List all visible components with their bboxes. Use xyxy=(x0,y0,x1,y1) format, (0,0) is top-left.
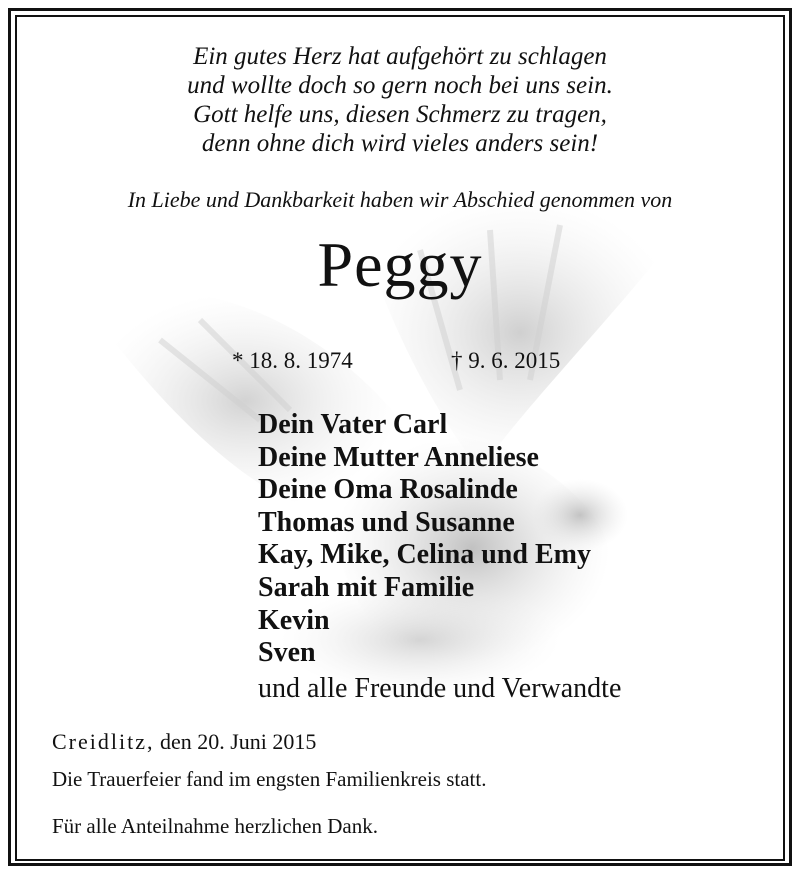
funeral-note: Die Trauerfeier fand im engsten Familienkreis statt. xyxy=(52,767,487,791)
poem-line: denn ohne dich wird vieles anders sein! xyxy=(201,130,599,157)
place-town: Creidlitz, xyxy=(52,729,155,754)
mourner-line: Dein Vater Carl xyxy=(258,409,448,440)
mourner-line: Sven xyxy=(258,637,316,669)
mourner-line: Deine Mutter Anneliese xyxy=(258,441,539,473)
thanks-note: Für alle Anteilnahme herzlichen Dank. xyxy=(52,814,378,838)
mourners-list xyxy=(258,409,591,670)
birth-date: * 18. 8. 1974 xyxy=(232,348,353,373)
place-date xyxy=(52,729,316,755)
intro-text: In Liebe und Dankbarkeit haben wir Abschied genommen von xyxy=(127,187,673,212)
death-date: † 9. 6. 2015 xyxy=(451,348,561,373)
poem-line: Gott helfe uns, diesen Schmerz zu tragen, xyxy=(193,101,607,128)
place-date-value: den 20. Juni 2015 xyxy=(159,729,317,754)
mourner-line: Sarah mit Familie xyxy=(258,571,475,603)
poem-line: und wollte doch so gern noch bei uns sein. xyxy=(187,72,613,99)
mourner-line: Deine Oma Rosalinde xyxy=(258,474,518,506)
mourners-closing: und alle Freunde und Verwandte xyxy=(258,673,622,704)
poem xyxy=(0,42,800,158)
mourner-line: Kevin xyxy=(258,604,330,636)
deceased-name: Peggy xyxy=(317,229,483,300)
mourner-line: Thomas und Susanne xyxy=(258,506,515,538)
mourner-line: Kay, Mike, Celina und Emy xyxy=(258,539,591,571)
poem-line: Ein gutes Herz hat aufgehört zu schlagen xyxy=(193,43,607,70)
